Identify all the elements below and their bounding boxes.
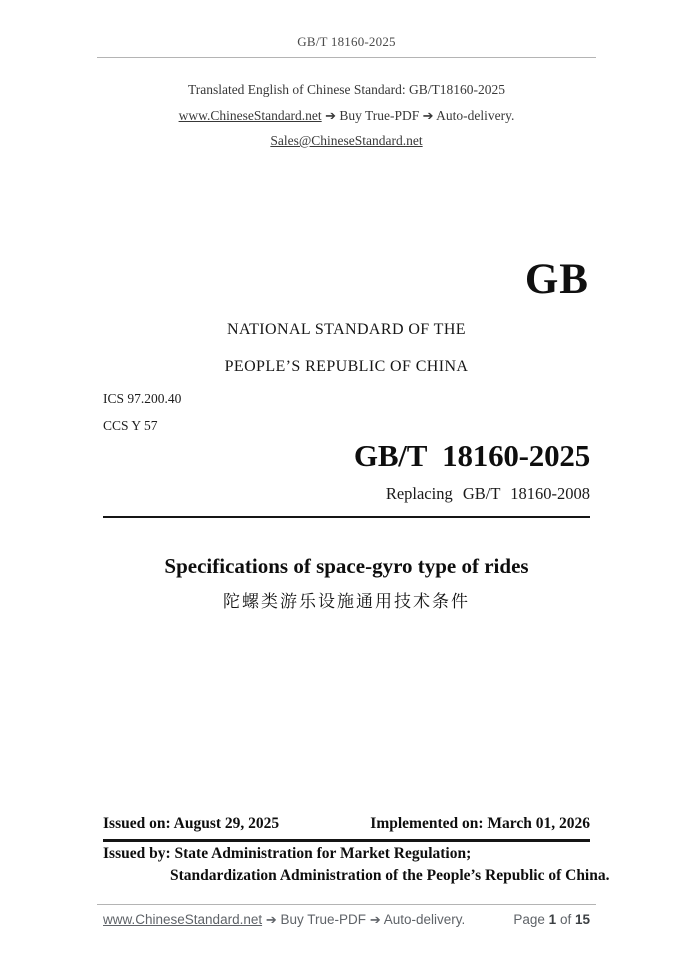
title-chinese: 陀螺类游乐设施通用技术条件	[223, 592, 470, 611]
header-delivery-line	[0, 108, 693, 124]
issued-by-line-1	[103, 845, 471, 863]
footer-delivery-line	[103, 912, 465, 928]
title-english: Specifications of space-gyro type of rides	[164, 554, 529, 578]
replacing-note: Replacing GB/T 18160-2008	[385, 484, 590, 503]
standard-number: GB/T 18160-2025	[353, 438, 590, 473]
footer-buy-text: Buy True-PDF	[280, 912, 367, 927]
arrow-right-icon: ➔	[325, 108, 336, 123]
page-total: 15	[574, 912, 590, 927]
page-footer	[103, 912, 590, 928]
issuer-2: Standardization Administration of the People’s Republic of China.	[170, 867, 610, 884]
implemented-on-label: Implemented on:	[370, 815, 484, 832]
national-standard-line-2: PEOPLE’S REPUBLIC OF CHINA	[224, 358, 469, 375]
issued-by-line-2	[170, 867, 610, 885]
header-delivery-text: Auto-delivery.	[436, 108, 515, 123]
footer-site-link[interactable]: www.ChineseStandard.net	[103, 912, 263, 927]
header-divider	[97, 57, 596, 58]
issue-dates-row	[103, 815, 590, 833]
sales-email-link[interactable]: Sales@ChineseStandard.net	[270, 133, 423, 148]
sales-email-line	[0, 133, 693, 149]
gb-logo: GB	[524, 256, 589, 303]
national-standard-line-1: NATIONAL STANDARD OF THE	[227, 321, 466, 338]
ccs-code: CCS Y 57	[103, 418, 158, 433]
running-header-doc-ref: GB/T 18160-2025	[297, 34, 396, 49]
footer-divider	[97, 904, 596, 905]
cover-divider	[103, 516, 590, 518]
page-label: Page	[513, 912, 545, 927]
arrow-right-icon: ➔	[422, 108, 434, 123]
issued-on-value: August 29, 2025	[173, 815, 280, 832]
page-indicator	[513, 912, 590, 927]
arrow-right-icon: ➔	[369, 912, 381, 927]
issued-by-label: Issued by:	[103, 845, 171, 862]
header-buy-text: Buy True-PDF	[339, 108, 420, 123]
arrow-right-icon: ➔	[265, 912, 277, 927]
implemented-on	[370, 815, 590, 833]
issuer-1: State Administration for Market Regulation;	[174, 845, 472, 862]
header-site-link[interactable]: www.ChineseStandard.net	[178, 108, 322, 123]
page-of-label: of	[559, 912, 572, 927]
issued-on	[103, 815, 279, 833]
issue-divider	[103, 839, 590, 842]
translated-standard-line: Translated English of Chinese Standard: GB/T18160-2025	[187, 82, 506, 97]
issued-on-label: Issued on:	[103, 815, 171, 832]
implemented-on-value: March 01, 2026	[487, 815, 590, 832]
ics-code: ICS 97.200.40	[103, 391, 182, 406]
footer-delivery-text: Auto-delivery.	[383, 912, 466, 927]
page-current: 1	[548, 912, 557, 927]
